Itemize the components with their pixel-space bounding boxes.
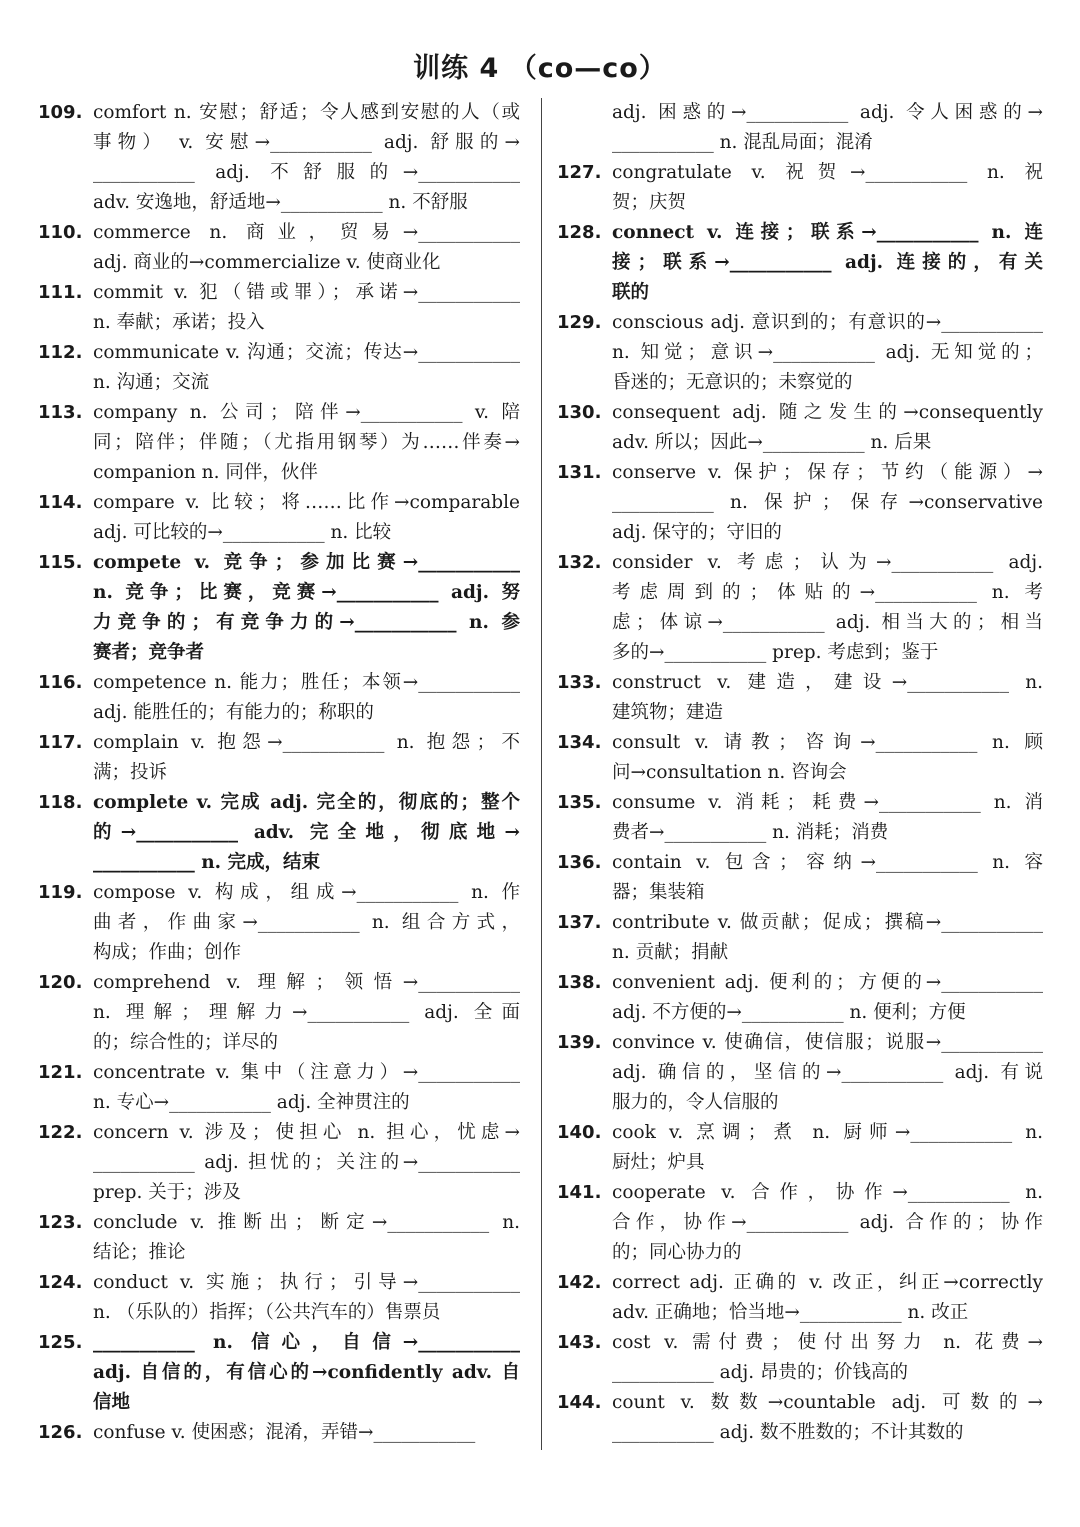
entry-line: n. 奉献；承诺；投入 <box>93 312 265 333</box>
entry-line: adj. 确信的，坚信的→___________ adj. 有说 <box>612 1062 1043 1083</box>
page-title: 训练 4 （co—co） <box>413 53 667 84</box>
vocab-entry <box>557 1118 1043 1178</box>
entry-number: 112. <box>38 342 83 363</box>
entry-text <box>612 548 1043 668</box>
entry-line: comfort n. 安慰；舒适；令人感到安慰的人（或 <box>93 102 520 123</box>
entry-line: n. 竞争；比赛，竞赛→___________ adj. 努 <box>93 582 520 603</box>
vocab-entry <box>557 848 1043 908</box>
entry-line: 建筑物；建造 <box>612 702 724 723</box>
entry-text <box>612 458 1043 548</box>
entry-line: construct v. 建造，建设→___________ n. <box>612 672 1043 693</box>
entry-line: cook v. 烹调；煮 n. 厨师→___________ n. <box>612 1122 1043 1143</box>
right-column <box>557 98 1043 1448</box>
entry-line: complete v. 完成 adj. 完全的，彻底的；整个 <box>93 792 520 813</box>
entry-line: prep. 关于；涉及 <box>93 1182 241 1203</box>
entry-line: communicate v. 沟通；交流；传达→___________ <box>93 342 520 363</box>
entry-line: 赛者；竞争者 <box>93 642 205 663</box>
entry-number: 135. <box>557 792 602 813</box>
entry-line: ___________ n. 混乱局面；混淆 <box>612 132 873 153</box>
vocab-entry <box>557 788 1043 848</box>
entry-line: convenient adj. 便利的；方便的→___________ <box>612 972 1043 993</box>
entry-number: 120. <box>38 972 83 993</box>
entry-line: companion n. 同伴，伙伴 <box>93 462 318 483</box>
entry-text <box>93 1418 520 1448</box>
entry-line: adj. 困惑的→___________ adj. 令人困惑的→ <box>612 102 1043 123</box>
entry-number: 111. <box>38 282 83 303</box>
vocab-entry <box>557 668 1043 728</box>
entry-number: 144. <box>557 1392 602 1413</box>
entry-text <box>93 218 520 278</box>
vocab-entry <box>38 98 520 218</box>
entry-number: 130. <box>557 402 602 423</box>
entry-line: conscious adj. 意识到的；有意识的→___________ <box>612 312 1043 333</box>
entry-text <box>612 1268 1043 1328</box>
entry-number: 127. <box>557 162 602 183</box>
entry-line: 费者→___________ n. 消耗；消费 <box>612 822 889 843</box>
entry-number: 122. <box>38 1122 83 1143</box>
vocab-entry <box>38 278 520 338</box>
entry-line: correct adj. 正确的 v. 改正，纠正→correctly <box>612 1272 1043 1293</box>
vocab-entry <box>557 98 1043 158</box>
entry-number: 109. <box>38 102 83 123</box>
entry-line: connect v. 连接；联系→___________ n. 连 <box>612 222 1043 243</box>
entry-line: conserve v. 保护；保存；节约（能源）→ <box>612 462 1043 483</box>
entry-text <box>612 848 1043 908</box>
entry-line: n. 知觉；意识→___________ adj. 无知觉的； <box>612 342 1043 363</box>
entry-line: complain v. 抱怨→___________ n. 抱怨；不 <box>93 732 520 753</box>
entry-line: ___________ adj. 担忧的；关注的→___________ <box>93 1152 520 1173</box>
entry-number: 142. <box>557 1272 602 1293</box>
entry-line: n. 专心→___________ adj. 全神贯注的 <box>93 1092 410 1113</box>
vocab-entry <box>557 908 1043 968</box>
vocab-entry <box>38 1328 520 1418</box>
entry-number: 141. <box>557 1182 602 1203</box>
entry-text <box>93 278 520 338</box>
entry-number: 118. <box>38 792 83 813</box>
entry-text <box>612 218 1043 308</box>
entry-line: cooperate v. 合作，协作→___________ n. <box>612 1182 1043 1203</box>
entry-number: 123. <box>38 1212 83 1233</box>
entry-line: concentrate v. 集中（注意力）→___________ <box>93 1062 520 1083</box>
vocab-entry <box>557 398 1043 458</box>
entry-number: 113. <box>38 402 83 423</box>
entry-text <box>612 1388 1043 1448</box>
vocab-entry <box>38 218 520 278</box>
entry-text <box>612 158 1043 218</box>
entry-number: 110. <box>38 222 83 243</box>
entry-line: ___________ adj. 昂贵的；价钱高的 <box>612 1362 909 1383</box>
entry-text <box>93 788 520 878</box>
entry-line: conduct v. 实施；执行；引导→___________ <box>93 1272 520 1293</box>
entry-text <box>93 878 520 968</box>
entry-number: 138. <box>557 972 602 993</box>
entry-line: contribute v. 做贡献；促成；撰稿→___________ <box>612 912 1043 933</box>
entry-text <box>612 968 1043 1028</box>
vocab-entry <box>38 1208 520 1268</box>
vocab-entry <box>38 968 520 1058</box>
entry-number: 121. <box>38 1062 83 1083</box>
entry-text <box>93 668 520 728</box>
entry-line: adj. 能胜任的；有能力的；称职的 <box>93 702 374 723</box>
entry-line: 接；联系→___________ adj. 连接的，有关 <box>612 252 1043 273</box>
vocab-entry <box>557 1388 1043 1448</box>
entry-line: 的→___________ adv. 完全地，彻底地→ <box>93 822 520 843</box>
vocab-entry <box>557 968 1043 1028</box>
entry-line: 事物） v. 安慰→___________ adj. 舒服的→ <box>93 132 520 153</box>
entry-line: commerce n. 商业，贸易→___________ <box>93 222 520 243</box>
entry-number: 136. <box>557 852 602 873</box>
entry-number: 119. <box>38 882 83 903</box>
entry-line: 虑；体谅→___________ adj. 相当大的；相当 <box>612 612 1043 633</box>
entry-line: consult v. 请教；咨询→___________ n. 顾 <box>612 732 1043 753</box>
entry-line: 结论；推论 <box>93 1242 186 1263</box>
vocab-entry <box>557 548 1043 668</box>
vocab-entry <box>557 458 1043 548</box>
vocab-entry <box>557 1268 1043 1328</box>
entry-line: cost v. 需付费；使付出努力 n. 花费→ <box>612 1332 1043 1353</box>
vocab-entry <box>557 728 1043 788</box>
entry-text <box>612 788 1043 848</box>
entry-line: 器；集装箱 <box>612 882 705 903</box>
entry-line: 贺；庆贺 <box>612 192 687 213</box>
entry-line: ___________ n. 保护；保存→conservative <box>612 492 1043 513</box>
entry-line: n. 沟通；交流 <box>93 372 210 393</box>
entry-line: company n. 公司；陪伴→___________ v. 陪 <box>93 402 520 423</box>
entry-text <box>612 308 1043 398</box>
entry-text <box>93 1118 520 1208</box>
entry-number: 126. <box>38 1422 83 1443</box>
entry-line: competence n. 能力；胜任；本领→___________ <box>93 672 520 693</box>
vocab-entry <box>557 1328 1043 1388</box>
entry-text <box>612 1178 1043 1268</box>
entry-line: adj. 不方便的→___________ n. 便利；方便 <box>612 1002 966 1023</box>
entry-line: consume v. 消耗；耗费→___________ n. 消 <box>612 792 1043 813</box>
entry-text <box>612 1328 1043 1388</box>
entry-number: 128. <box>557 222 602 243</box>
entry-line: compare v. 比较；将……比作→comparable <box>93 492 520 513</box>
entry-line: 联的 <box>612 282 650 303</box>
entry-line: 多的→___________ prep. 考虑到；鉴于 <box>612 642 939 663</box>
entry-text <box>93 728 520 788</box>
vocab-entry <box>38 1118 520 1208</box>
vocab-entry <box>38 1418 520 1448</box>
entry-line: count v. 数数→countable adj. 可数的→ <box>612 1392 1043 1413</box>
vocab-entry <box>557 1028 1043 1118</box>
entry-line: 昏迷的；无意识的；未察觉的 <box>612 372 853 393</box>
entry-line: compose v. 构成，组成→___________ n. 作 <box>93 882 520 903</box>
entry-text <box>612 1028 1043 1118</box>
entry-number: 139. <box>557 1032 602 1053</box>
entry-text <box>93 1208 520 1268</box>
entry-line: convince v. 使确信，使信服；说服→___________ <box>612 1032 1043 1053</box>
entry-line: n. （乐队的）指挥；（公共汽车的）售票员 <box>93 1302 441 1323</box>
entry-text <box>93 1268 520 1328</box>
entry-line: consider v. 考虑；认为→___________ adj. <box>612 552 1043 573</box>
entry-line: n. 贡献；捐献 <box>612 942 729 963</box>
entry-line: commit v. 犯（错或罪）；承诺→___________ <box>93 282 520 303</box>
vocab-entry <box>38 398 520 488</box>
entry-line: 问→consultation n. 咨询会 <box>612 762 847 783</box>
entry-number: 116. <box>38 672 83 693</box>
entry-line: 服力的，令人信服的 <box>612 1092 779 1113</box>
entry-number: 132. <box>557 552 602 573</box>
vocab-entry <box>38 338 520 398</box>
vocab-entry <box>557 1178 1043 1268</box>
entry-line: adj. 自信的，有信心的→confidently adv. 自 <box>93 1362 520 1383</box>
entry-line: consequent adj. 随之发生的→consequently <box>612 402 1043 423</box>
column-divider <box>541 98 542 1450</box>
entry-line: adj. 可比较的→___________ n. 比较 <box>93 522 392 543</box>
entry-number: 117. <box>38 732 83 753</box>
entry-text <box>612 908 1043 968</box>
entry-line: 信地 <box>93 1392 131 1413</box>
left-column <box>38 98 520 1448</box>
entry-text <box>93 98 520 218</box>
entry-text <box>612 98 1043 158</box>
entry-line: 力竞争的；有竞争力的→___________ n. 参 <box>93 612 520 633</box>
entry-number: 143. <box>557 1332 602 1353</box>
entry-text <box>93 338 520 398</box>
entry-text <box>612 1118 1043 1178</box>
entry-number: 125. <box>38 1332 83 1353</box>
entry-line: conclude v. 推断出；断定→___________ n. <box>93 1212 520 1233</box>
vocab-entry <box>38 728 520 788</box>
entry-line: adv. 安逸地，舒适地→___________ n. 不舒服 <box>93 192 468 213</box>
entry-number: 140. <box>557 1122 602 1143</box>
entry-line: adv. 正确地；恰当地→___________ n. 改正 <box>612 1302 969 1323</box>
entry-line: 厨灶；炉具 <box>612 1152 705 1173</box>
entry-number: 124. <box>38 1272 83 1293</box>
vocab-entry <box>38 788 520 878</box>
vocab-entry <box>38 878 520 968</box>
entry-text <box>93 488 520 548</box>
entry-number: 114. <box>38 492 83 513</box>
entry-text <box>93 398 520 488</box>
entry-line: contain v. 包含；容纳→___________ n. 容 <box>612 852 1043 873</box>
entry-line: 的；综合性的；详尽的 <box>93 1032 279 1053</box>
entry-line: ___________ adj. 不舒服的→___________ <box>93 162 520 183</box>
entry-text <box>612 668 1043 728</box>
entry-text <box>93 1328 520 1418</box>
vocab-entry <box>38 1058 520 1118</box>
entry-text <box>93 968 520 1058</box>
entry-number: 131. <box>557 462 602 483</box>
entry-line: adv. 所以；因此→___________ n. 后果 <box>612 432 932 453</box>
entry-number: 129. <box>557 312 602 333</box>
vocab-entry <box>38 488 520 548</box>
entry-line: ___________ n. 信心，自信→___________ <box>93 1332 520 1353</box>
vocab-entry <box>557 308 1043 398</box>
entry-line: comprehend v. 理解；领悟→___________ <box>93 972 520 993</box>
entry-number: 137. <box>557 912 602 933</box>
entry-number: 134. <box>557 732 602 753</box>
entry-line: adj. 保守的；守旧的 <box>612 522 782 543</box>
entry-line: 满；投诉 <box>93 762 168 783</box>
entry-text <box>93 1058 520 1118</box>
entry-line: 同；陪伴；伴随；（尤指用钢琴）为……伴奏→ <box>93 432 520 453</box>
vocab-entry <box>557 218 1043 308</box>
vocab-entry <box>38 1268 520 1328</box>
entry-line: 构成；作曲；创作 <box>93 942 242 963</box>
entry-line: 的；同心协力的 <box>612 1242 742 1263</box>
entry-number: 133. <box>557 672 602 693</box>
entry-line: congratulate v. 祝贺→___________ n. 祝 <box>612 162 1043 183</box>
entry-line: ___________ adj. 数不胜数的；不计其数的 <box>612 1422 964 1443</box>
entry-line: confuse v. 使困惑；混淆，弄错→___________ <box>93 1422 476 1443</box>
entry-text <box>612 728 1043 788</box>
entry-text <box>93 548 520 668</box>
entry-line: concern v. 涉及；使担心 n. 担心，忧虑→ <box>93 1122 520 1143</box>
vocab-entry <box>557 158 1043 218</box>
entry-line: 曲者，作曲家→___________ n. 组合方式， <box>93 912 520 933</box>
entry-line: n. 理解；理解力→___________ adj. 全面 <box>93 1002 520 1023</box>
vocab-entry <box>38 668 520 728</box>
entry-text <box>612 398 1043 458</box>
entry-line: ___________ n. 完成，结束 <box>93 852 321 873</box>
entry-line: adj. 商业的→commercialize v. 使商业化 <box>93 252 441 273</box>
entry-line: 考虑周到的；体贴的→___________ n. 考 <box>612 582 1043 603</box>
entry-line: compete v. 竞争；参加比赛→___________ <box>93 552 520 573</box>
vocab-entry <box>38 548 520 668</box>
entry-number: 115. <box>38 552 83 573</box>
entry-line: 合作，协作→___________ adj. 合作的；协作 <box>612 1212 1043 1233</box>
